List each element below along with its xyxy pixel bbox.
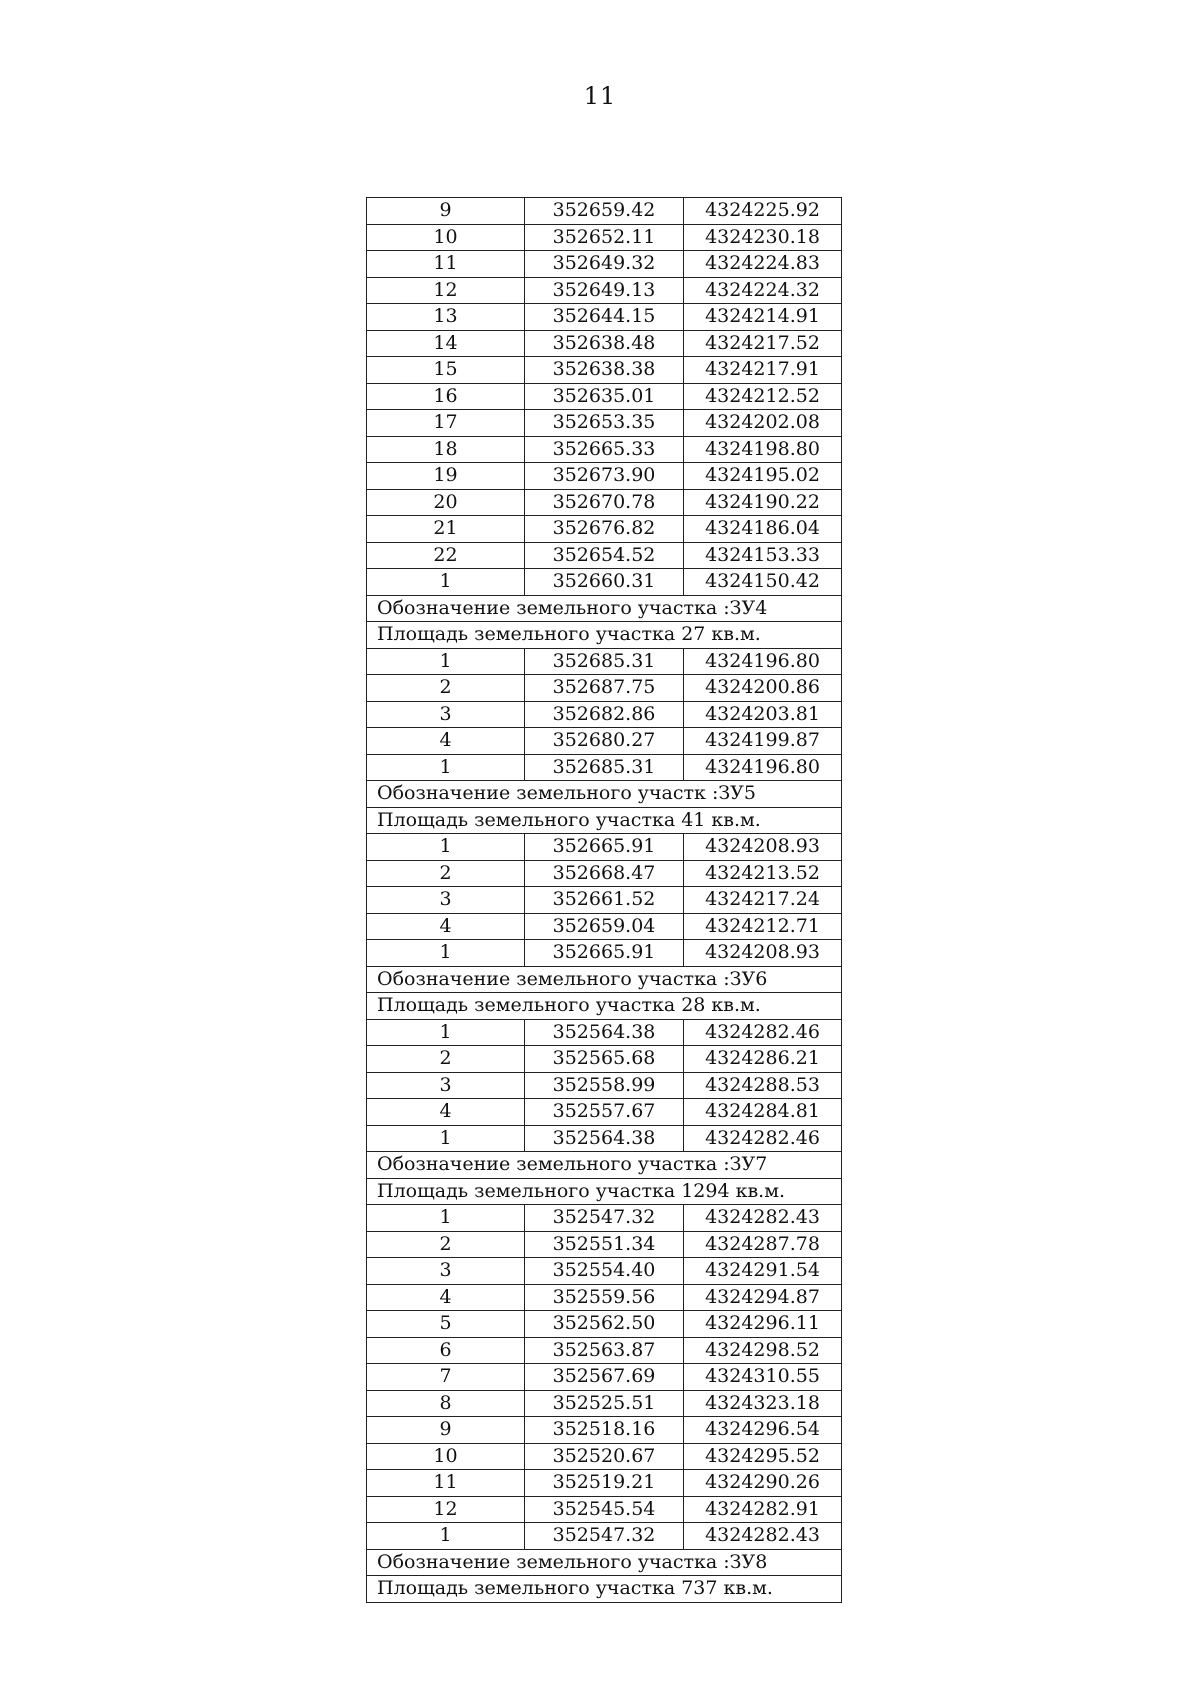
section-caption: Обозначение земельного участка :ЗУ6	[367, 966, 842, 993]
table-row	[367, 383, 842, 410]
x-coordinate-cell: 352661.52	[525, 887, 684, 914]
y-coordinate-cell: 4324212.71	[684, 913, 842, 940]
y-coordinate-cell: 4324282.43	[684, 1523, 842, 1550]
point-number-cell: 6	[367, 1337, 525, 1364]
coordinates-table	[366, 197, 842, 1603]
point-number-cell: 11	[367, 1470, 525, 1497]
y-coordinate-cell: 4324284.81	[684, 1099, 842, 1126]
x-coordinate-cell: 352554.40	[525, 1258, 684, 1285]
table-row	[367, 940, 842, 967]
point-number-cell: 1	[367, 940, 525, 967]
x-coordinate-cell: 352668.47	[525, 860, 684, 887]
y-coordinate-cell: 4324224.32	[684, 277, 842, 304]
y-coordinate-cell: 4324225.92	[684, 198, 842, 225]
x-coordinate-cell: 352649.13	[525, 277, 684, 304]
x-coordinate-cell: 352564.38	[525, 1019, 684, 1046]
y-coordinate-cell: 4324310.55	[684, 1364, 842, 1391]
point-number-cell: 10	[367, 224, 525, 251]
point-number-cell: 1	[367, 569, 525, 596]
y-coordinate-cell: 4324196.80	[684, 754, 842, 781]
y-coordinate-cell: 4324296.11	[684, 1311, 842, 1338]
table-row	[367, 516, 842, 543]
x-coordinate-cell: 352676.82	[525, 516, 684, 543]
table-row	[367, 1443, 842, 1470]
section-caption-row	[367, 966, 842, 993]
table-row	[367, 357, 842, 384]
table-row	[367, 675, 842, 702]
section-caption: Площадь земельного участка 27 кв.м.	[367, 622, 842, 649]
table-row	[367, 754, 842, 781]
point-number-cell: 4	[367, 913, 525, 940]
table-row	[367, 1284, 842, 1311]
x-coordinate-cell: 352665.33	[525, 436, 684, 463]
point-number-cell: 22	[367, 542, 525, 569]
y-coordinate-cell: 4324198.80	[684, 436, 842, 463]
y-coordinate-cell: 4324295.52	[684, 1443, 842, 1470]
page-number: 11	[583, 82, 617, 110]
point-number-cell: 4	[367, 728, 525, 755]
table-row	[367, 1231, 842, 1258]
y-coordinate-cell: 4324208.93	[684, 834, 842, 861]
y-coordinate-cell: 4324190.22	[684, 489, 842, 516]
table-row	[367, 1019, 842, 1046]
point-number-cell: 13	[367, 304, 525, 331]
x-coordinate-cell: 352562.50	[525, 1311, 684, 1338]
x-coordinate-cell: 352551.34	[525, 1231, 684, 1258]
point-number-cell: 17	[367, 410, 525, 437]
point-number-cell: 4	[367, 1099, 525, 1126]
y-coordinate-cell: 4324150.42	[684, 569, 842, 596]
x-coordinate-cell: 352649.32	[525, 251, 684, 278]
section-caption-row	[367, 1152, 842, 1179]
table-row	[367, 1337, 842, 1364]
x-coordinate-cell: 352652.11	[525, 224, 684, 251]
table-row	[367, 277, 842, 304]
section-caption-row	[367, 807, 842, 834]
section-caption: Обозначение земельного участка :ЗУ4	[367, 595, 842, 622]
point-number-cell: 12	[367, 277, 525, 304]
x-coordinate-cell: 352519.21	[525, 1470, 684, 1497]
section-caption-row	[367, 595, 842, 622]
y-coordinate-cell: 4324213.52	[684, 860, 842, 887]
x-coordinate-cell: 352638.48	[525, 330, 684, 357]
y-coordinate-cell: 4324296.54	[684, 1417, 842, 1444]
table-row	[367, 728, 842, 755]
table-row	[367, 1417, 842, 1444]
y-coordinate-cell: 4324208.93	[684, 940, 842, 967]
table-row	[367, 1470, 842, 1497]
x-coordinate-cell: 352654.52	[525, 542, 684, 569]
point-number-cell: 1	[367, 648, 525, 675]
y-coordinate-cell: 4324153.33	[684, 542, 842, 569]
table-row	[367, 1125, 842, 1152]
point-number-cell: 10	[367, 1443, 525, 1470]
point-number-cell: 15	[367, 357, 525, 384]
point-number-cell: 3	[367, 1258, 525, 1285]
x-coordinate-cell: 352670.78	[525, 489, 684, 516]
point-number-cell: 18	[367, 436, 525, 463]
x-coordinate-cell: 352547.32	[525, 1523, 684, 1550]
x-coordinate-cell: 352665.91	[525, 940, 684, 967]
point-number-cell: 12	[367, 1496, 525, 1523]
point-number-cell: 8	[367, 1390, 525, 1417]
x-coordinate-cell: 352659.04	[525, 913, 684, 940]
table-row	[367, 1523, 842, 1550]
table-row	[367, 251, 842, 278]
table-row	[367, 913, 842, 940]
section-caption: Площадь земельного участка 41 кв.м.	[367, 807, 842, 834]
point-number-cell: 20	[367, 489, 525, 516]
y-coordinate-cell: 4324203.81	[684, 701, 842, 728]
x-coordinate-cell: 352545.54	[525, 1496, 684, 1523]
point-number-cell: 3	[367, 1072, 525, 1099]
section-caption: Площадь земельного участка 28 кв.м.	[367, 993, 842, 1020]
point-number-cell: 3	[367, 701, 525, 728]
section-caption-row	[367, 1549, 842, 1576]
section-caption: Обозначение земельного участк :ЗУ5	[367, 781, 842, 808]
point-number-cell: 4	[367, 1284, 525, 1311]
point-number-cell: 2	[367, 1231, 525, 1258]
section-caption: Обозначение земельного участка :ЗУ7	[367, 1152, 842, 1179]
table-row	[367, 1390, 842, 1417]
table-row	[367, 1364, 842, 1391]
x-coordinate-cell: 352559.56	[525, 1284, 684, 1311]
table-row	[367, 436, 842, 463]
point-number-cell: 1	[367, 834, 525, 861]
x-coordinate-cell: 352685.31	[525, 754, 684, 781]
y-coordinate-cell: 4324199.87	[684, 728, 842, 755]
y-coordinate-cell: 4324196.80	[684, 648, 842, 675]
y-coordinate-cell: 4324217.24	[684, 887, 842, 914]
coordinates-table-body	[367, 198, 842, 1603]
y-coordinate-cell: 4324200.86	[684, 675, 842, 702]
section-caption-row	[367, 622, 842, 649]
section-caption-row	[367, 1178, 842, 1205]
section-caption-row	[367, 781, 842, 808]
x-coordinate-cell: 352518.16	[525, 1417, 684, 1444]
y-coordinate-cell: 4324217.52	[684, 330, 842, 357]
section-caption: Площадь земельного участка 1294 кв.м.	[367, 1178, 842, 1205]
x-coordinate-cell: 352564.38	[525, 1125, 684, 1152]
y-coordinate-cell: 4324291.54	[684, 1258, 842, 1285]
y-coordinate-cell: 4324212.52	[684, 383, 842, 410]
y-coordinate-cell: 4324286.21	[684, 1046, 842, 1073]
x-coordinate-cell: 352653.35	[525, 410, 684, 437]
section-caption: Обозначение земельного участка :ЗУ8	[367, 1549, 842, 1576]
table-row	[367, 542, 842, 569]
point-number-cell: 11	[367, 251, 525, 278]
point-number-cell: 1	[367, 1205, 525, 1232]
point-number-cell: 2	[367, 1046, 525, 1073]
table-row	[367, 489, 842, 516]
point-number-cell: 1	[367, 1019, 525, 1046]
table-row	[367, 1311, 842, 1338]
table-row	[367, 463, 842, 490]
x-coordinate-cell: 352635.01	[525, 383, 684, 410]
point-number-cell: 21	[367, 516, 525, 543]
point-number-cell: 3	[367, 887, 525, 914]
table-row	[367, 1496, 842, 1523]
point-number-cell: 14	[367, 330, 525, 357]
y-coordinate-cell: 4324195.02	[684, 463, 842, 490]
y-coordinate-cell: 4324290.26	[684, 1470, 842, 1497]
x-coordinate-cell: 352525.51	[525, 1390, 684, 1417]
section-caption-row	[367, 993, 842, 1020]
table-row	[367, 1099, 842, 1126]
table-row	[367, 304, 842, 331]
x-coordinate-cell: 352557.67	[525, 1099, 684, 1126]
table-row	[367, 887, 842, 914]
table-row	[367, 198, 842, 225]
x-coordinate-cell: 352558.99	[525, 1072, 684, 1099]
x-coordinate-cell: 352665.91	[525, 834, 684, 861]
x-coordinate-cell: 352565.68	[525, 1046, 684, 1073]
point-number-cell: 19	[367, 463, 525, 490]
table-row	[367, 1205, 842, 1232]
x-coordinate-cell: 352638.38	[525, 357, 684, 384]
y-coordinate-cell: 4324287.78	[684, 1231, 842, 1258]
x-coordinate-cell: 352547.32	[525, 1205, 684, 1232]
x-coordinate-cell: 352685.31	[525, 648, 684, 675]
x-coordinate-cell: 352680.27	[525, 728, 684, 755]
point-number-cell: 2	[367, 860, 525, 887]
y-coordinate-cell: 4324282.91	[684, 1496, 842, 1523]
x-coordinate-cell: 352687.75	[525, 675, 684, 702]
point-number-cell: 1	[367, 1125, 525, 1152]
point-number-cell: 9	[367, 1417, 525, 1444]
point-number-cell: 7	[367, 1364, 525, 1391]
point-number-cell: 5	[367, 1311, 525, 1338]
section-caption-row	[367, 1576, 842, 1603]
table-row	[367, 1258, 842, 1285]
point-number-cell: 2	[367, 675, 525, 702]
point-number-cell: 9	[367, 198, 525, 225]
x-coordinate-cell: 352673.90	[525, 463, 684, 490]
y-coordinate-cell: 4324282.46	[684, 1019, 842, 1046]
x-coordinate-cell: 352563.87	[525, 1337, 684, 1364]
table-row	[367, 410, 842, 437]
point-number-cell: 1	[367, 754, 525, 781]
table-row	[367, 701, 842, 728]
y-coordinate-cell: 4324323.18	[684, 1390, 842, 1417]
y-coordinate-cell: 4324214.91	[684, 304, 842, 331]
y-coordinate-cell: 4324186.04	[684, 516, 842, 543]
table-row	[367, 330, 842, 357]
table-row	[367, 860, 842, 887]
table-row	[367, 648, 842, 675]
table-row	[367, 834, 842, 861]
table-row	[367, 569, 842, 596]
y-coordinate-cell: 4324202.08	[684, 410, 842, 437]
y-coordinate-cell: 4324298.52	[684, 1337, 842, 1364]
table-row	[367, 1046, 842, 1073]
point-number-cell: 1	[367, 1523, 525, 1550]
x-coordinate-cell: 352567.69	[525, 1364, 684, 1391]
section-caption: Площадь земельного участка 737 кв.м.	[367, 1576, 842, 1603]
y-coordinate-cell: 4324224.83	[684, 251, 842, 278]
x-coordinate-cell: 352682.86	[525, 701, 684, 728]
x-coordinate-cell: 352644.15	[525, 304, 684, 331]
y-coordinate-cell: 4324288.53	[684, 1072, 842, 1099]
y-coordinate-cell: 4324230.18	[684, 224, 842, 251]
y-coordinate-cell: 4324294.87	[684, 1284, 842, 1311]
table-row	[367, 224, 842, 251]
x-coordinate-cell: 352659.42	[525, 198, 684, 225]
y-coordinate-cell: 4324282.46	[684, 1125, 842, 1152]
y-coordinate-cell: 4324217.91	[684, 357, 842, 384]
x-coordinate-cell: 352660.31	[525, 569, 684, 596]
point-number-cell: 16	[367, 383, 525, 410]
x-coordinate-cell: 352520.67	[525, 1443, 684, 1470]
y-coordinate-cell: 4324282.43	[684, 1205, 842, 1232]
table-row	[367, 1072, 842, 1099]
